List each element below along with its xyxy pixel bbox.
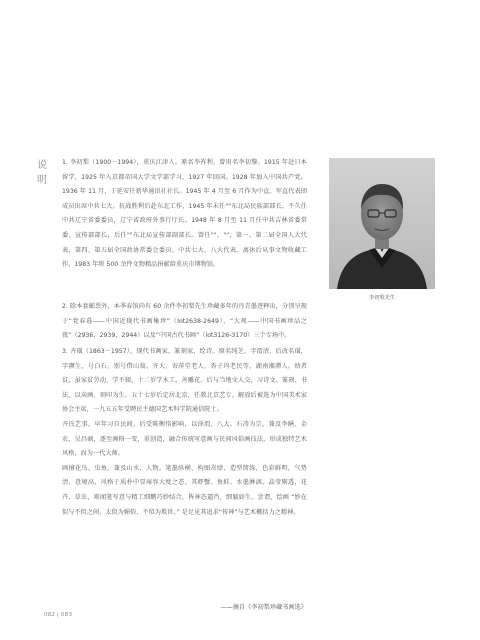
note-2 (62, 300, 307, 344)
note-3-paragraph-1: 3. 齐璜（1863－1957），现代书画家，篆刻家，绘诗。原名纯芝，字渭清，后改名璜，字濒生，号白石，别号借山翁、齐大、寄萍堂老人、杏子坞老民等，湖南湘潭人。幼者贫，虽家贫劳动，学不辍，十二岁学木工，善雕花。后与当地文人交，习诗文、篆刻、书法，以卖画、刻印为生。五十七岁后定居北京，任教北京艺专。解放后被选为中国美术家协会主席，一九五五年受聘民主德国艺术科学院通信院士。 (62, 348, 307, 414)
note-1-paragraph: 1. 李初梨（1900－1994），重庆江津人。原名李祚利，曾用名李初黎。1915 年赴日本留学，1925 年入京都帝国大学文学部学习，1927 年回国。1928 年加入中国共产党。1936 年 11 月，于延安任新华通讯社社长。1945 年 4 月至 6 月作为中直、军直代表团成员出席中共七大。抗战胜利后赴东北工作，1945 年末任""东北局民族部部长。不久任中共辽宁省委委员，辽宁省政府外事行厅长。1948 年 8 月至 11 月任中共吉林省委常委、宣传部部长，后任""东北局宣传部副部长。曾任""，""，第一、第二届全国人大代表，第四、第五届全国政协常委会委员。中共七大、八大代表。离休后从事文物收藏工作，1983 年将 500 余件文物精品捐献给重庆市博物馆。 (62, 159, 307, 269)
photo-caption: 李初梨先生 (369, 295, 395, 301)
note-3 (62, 345, 307, 520)
portrait-image (329, 158, 435, 289)
source-citation: ——摘自《李初梨珍藏书画选》 (220, 604, 307, 611)
portrait-photo (329, 158, 435, 289)
note-3-paragraph-2: 齐氏艺事，早年习自民间，后受陈衡恪影响，以徐渭、八大、石涛为宗，兼及李鳝、金农、吴昌硕，逐至画格一变，重创造，融合传统写意画与民间风俗画技法，形成独特艺术风格，而为一代大师。 (62, 420, 307, 458)
note-1 (62, 156, 307, 273)
section-heading: 说明 (37, 160, 47, 186)
note-2-paragraph: 2. 除本套邮票外，本季春馆尚有 60 余件李初梨先生珍藏多年的丹青墨迹释出，分别呈现于“党春暮——中国近现代书画集珍”（lot2638-2649）、“大观——中国书画珍品之夜”（2936，2939，2944）以及“中国古代书画”（lot3126-3170）三个专场中。 (62, 303, 307, 340)
page-number: 082 | 083 (44, 612, 73, 618)
note-3-paragraph-3: 画擅花鸟、虫鱼，兼及山水、人物。笔墨纵横，构图奇肆，造型简练，色彩鲜明，气势清，意境高，风格于质朴中显雍容大度之态。其虾蟹、鱼蛙、水墨淋漓，晶莹剔透，花卉、草虫，则闻笔写意与精工细鹏巧妙结合，皆神态逼肖，细腻如生。尝谓，绘画 “妙在似与不似之间，太似为媚俗，不似为欺世。” 是足见其追求“传神”与艺术概括力之精神。 (62, 464, 307, 516)
